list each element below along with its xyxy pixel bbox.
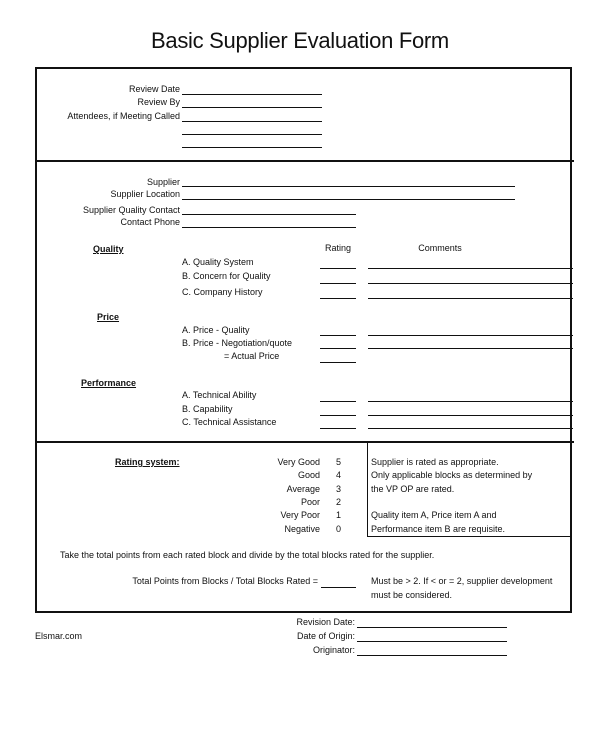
rating-field[interactable] bbox=[320, 428, 356, 429]
comment-field[interactable] bbox=[368, 428, 573, 429]
supplier-label: Supplier bbox=[146, 177, 180, 187]
scale-name: Average bbox=[286, 484, 320, 494]
comment-field[interactable] bbox=[368, 298, 573, 299]
comment-field[interactable] bbox=[368, 415, 573, 416]
rating-field[interactable] bbox=[320, 362, 356, 363]
review-date-field[interactable] bbox=[182, 94, 322, 95]
comment-field[interactable] bbox=[368, 335, 573, 336]
price-item: = Actual Price bbox=[224, 351, 280, 361]
rating-note: Only applicable blocks as determined by bbox=[371, 470, 533, 480]
total-note: must be considered. bbox=[371, 590, 453, 600]
rating-field[interactable] bbox=[320, 283, 356, 284]
comments-header: Comments bbox=[418, 243, 462, 253]
date-of-origin-label: Date of Origin: bbox=[296, 631, 355, 641]
scale-value: 5 bbox=[336, 457, 342, 467]
rating-field[interactable] bbox=[320, 401, 356, 402]
scale-value: 2 bbox=[336, 497, 342, 507]
rating-header: Rating bbox=[324, 243, 351, 253]
rating-note: the VP OP are rated. bbox=[371, 484, 455, 494]
quality-contact-field[interactable] bbox=[182, 214, 356, 215]
comment-field[interactable] bbox=[368, 348, 573, 349]
price-item: A. Price - Quality bbox=[182, 325, 250, 335]
scale-name: Good bbox=[297, 470, 320, 480]
supplier-location-label: Supplier Location bbox=[110, 189, 180, 199]
scale-value: 1 bbox=[336, 510, 342, 520]
performance-section-label: Performance bbox=[81, 378, 137, 388]
quality-contact-label: Supplier Quality Contact bbox=[82, 205, 180, 215]
instructions-text: Take the total points from each rated block and divide by the total blocks rated for the supplier. bbox=[60, 550, 435, 560]
revision-date-label: Revision Date: bbox=[296, 617, 355, 627]
rating-system-label: Rating system: bbox=[115, 457, 180, 467]
supplier-field[interactable] bbox=[182, 186, 515, 187]
attendees-field-3[interactable] bbox=[182, 147, 322, 148]
scale-value: 0 bbox=[336, 524, 342, 534]
quality-item: A. Quality System bbox=[182, 257, 254, 267]
contact-phone-label: Contact Phone bbox=[120, 217, 180, 227]
total-label: Total Points from Blocks / Total Blocks Rated = bbox=[132, 576, 318, 586]
scale-value: 3 bbox=[336, 484, 342, 494]
scale-name: Very Poor bbox=[280, 510, 320, 520]
revision-date-field[interactable] bbox=[357, 627, 507, 628]
review-by-label: Review By bbox=[137, 97, 180, 107]
rating-field[interactable] bbox=[320, 415, 356, 416]
total-field[interactable] bbox=[321, 587, 356, 588]
rating-field[interactable] bbox=[320, 298, 356, 299]
notes-box-bottom bbox=[367, 536, 572, 537]
quality-section-label: Quality bbox=[93, 244, 124, 254]
rating-note: Performance item B are requisite. bbox=[371, 524, 506, 534]
contact-phone-field[interactable] bbox=[182, 227, 356, 228]
originator-field[interactable] bbox=[357, 655, 507, 656]
rating-field[interactable] bbox=[320, 335, 356, 336]
price-item: B. Price - Negotiation/quote bbox=[182, 338, 293, 348]
originator-label: Originator: bbox=[312, 645, 355, 655]
supplier-location-field[interactable] bbox=[182, 199, 515, 200]
quality-item: C. Company History bbox=[182, 287, 263, 297]
date-of-origin-field[interactable] bbox=[357, 641, 507, 642]
scale-name: Negative bbox=[284, 524, 320, 534]
price-section-label: Price bbox=[97, 312, 120, 322]
rating-field[interactable] bbox=[320, 348, 356, 349]
comment-field[interactable] bbox=[368, 283, 573, 284]
attendees-field-2[interactable] bbox=[182, 134, 322, 135]
performance-item: C. Technical Assistance bbox=[182, 417, 277, 427]
performance-item: B. Capability bbox=[182, 404, 233, 414]
scale-name: Poor bbox=[300, 497, 320, 507]
comment-field[interactable] bbox=[368, 268, 573, 269]
rating-note: Quality item A, Price item A and bbox=[371, 510, 497, 520]
scale-name: Very Good bbox=[277, 457, 320, 467]
rating-field[interactable] bbox=[320, 268, 356, 269]
scale-value: 4 bbox=[336, 470, 342, 480]
performance-item: A. Technical Ability bbox=[182, 390, 257, 400]
notes-box-left bbox=[367, 442, 368, 537]
review-by-field[interactable] bbox=[182, 107, 322, 108]
site-name: Elsmar.com bbox=[35, 631, 83, 641]
attendees-label: Attendees, if Meeting Called bbox=[67, 111, 180, 121]
section-divider bbox=[35, 160, 574, 162]
quality-item: B. Concern for Quality bbox=[182, 271, 271, 281]
attendees-field-1[interactable] bbox=[182, 121, 322, 122]
total-note: Must be > 2. If < or = 2, supplier development bbox=[371, 576, 553, 586]
comment-field[interactable] bbox=[368, 401, 573, 402]
section-divider bbox=[35, 441, 574, 443]
rating-note: Supplier is rated as appropriate. bbox=[371, 457, 499, 467]
review-date-label: Review Date bbox=[128, 84, 180, 94]
page-title: Basic Supplier Evaluation Form bbox=[151, 28, 449, 53]
